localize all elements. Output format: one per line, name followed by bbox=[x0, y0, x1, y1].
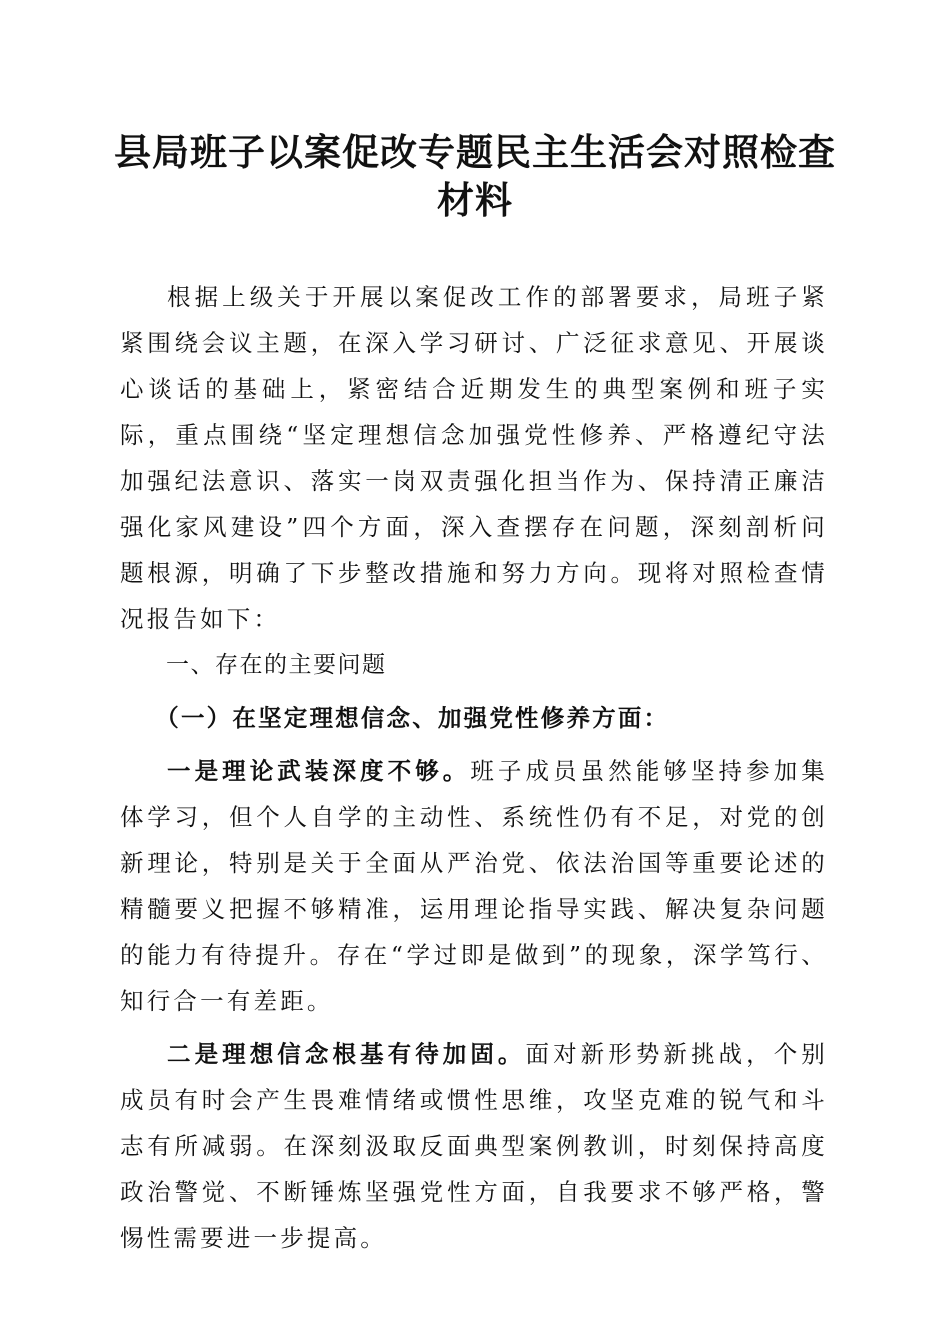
subsection-heading-ideals: （一）在坚定理想信念、加强党性修养方面： bbox=[155, 704, 670, 732]
point-body-theory: 班子成员虽然能够坚持参加集体学习，但个人自学的主动性、系统性仍有不足，对党的创新理论，特别是关于全面从严治党、依法治国等重要论述的精髓要义把握不够精准，运用理论指导实践、解决复杂问题的能力有待提升。存在“学过即是做到”的现象，深学笃行、知行合一有差距。 bbox=[120, 757, 828, 1015]
document-body bbox=[120, 274, 828, 1261]
point-lead-theory: 一是理论武装深度不够。 bbox=[167, 757, 471, 785]
document-title: 县局班子以案促改专题民主生活会对照检查材料 bbox=[114, 130, 836, 222]
spacer bbox=[120, 741, 828, 748]
point-lead-belief: 二是理想信念根基有待加固。 bbox=[167, 1040, 526, 1068]
point-paragraph-belief bbox=[120, 1031, 828, 1261]
point-paragraph-theory bbox=[120, 748, 828, 1024]
section-heading-problems: 一、存在的主要问题 bbox=[166, 652, 387, 678]
intro-paragraph: 根据上级关于开展以案促改工作的部署要求，局班子紧紧围绕会议主题，在深入学习研讨、广泛征求意见、开展谈心谈话的基础上，紧密结合近期发生的典型案例和班子实际，重点围绕“坚定理想信念加强党性修养、严格遵纪守法加强纪法意识、落实一岗双责强化担当作为、保持清正廉洁强化家风建设”四个方面，深入查摆存在问题，深刻剖析问题根源，明确了下步整改措施和努力方向。现将对照检查情况报告如下： bbox=[120, 283, 828, 633]
spacer bbox=[120, 1024, 828, 1031]
point-body-belief: 面对新形势新挑战，个别成员有时会产生畏难情绪或惯性思维，攻坚克难的锐气和斗志有所减弱。在深刻汲取反面典型案例教训，时刻保持高度政治警觉、不断锤炼坚强党性方面，自我要求不够严格，警惕性需要进一步提高。 bbox=[120, 1040, 828, 1252]
spacer bbox=[120, 688, 828, 695]
